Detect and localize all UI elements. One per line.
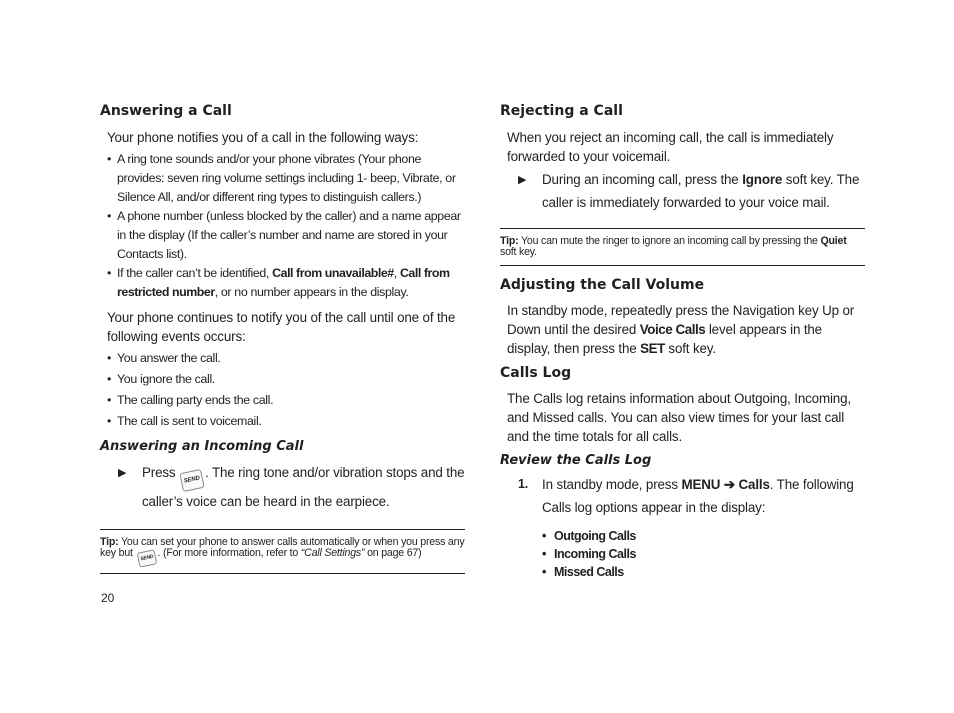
list-item: • A phone number (unless blocked by the caller) and a name appear in the display (If the caller’s number and name are stored in your Contacts list). [107,209,461,261]
send-key-icon: SEND [179,469,204,492]
tip-box-right: Tip: You can mute the ringer to ignore an incoming call by pressing the Quiet soft key. [500,228,865,266]
tip-label: Tip: [500,235,519,247]
right-column [500,102,865,581]
list-item: • You answer the call. [107,351,221,365]
list-item: • Incoming Calls [542,547,636,561]
list-item: • A ring tone sounds and/or your phone vibrates (Your phone provides: seven ring volume settings including 1- beep, Vibrate, or Silence All, and/or different ring types to distinguish callers.) [107,152,456,204]
continue-text: Your phone continues to notify you of the call until one of the following events occurs: [107,310,456,344]
rejecting-text: When you reject an incoming call, the call is immediately forwarded to your voicemail. [507,130,834,164]
list-item: • If the caller can’t be identified, Call from unavailable#, Call from restricted number, or no number appears in the display. [107,266,450,299]
list-item: • The call is sent to voicemail. [107,414,262,428]
tip-box-left: Tip: You can set your phone to answer calls automatically or when you press any key but SEND . (For more information, refer to “Call Settings” on page 67) [100,529,465,574]
answer-step: ▶ Press SEND. The ring tone and/or vibration stops and the caller’s voice can be heard in the earpiece. [100,461,465,513]
list-item: • The calling party ends the call. [107,393,274,407]
subsection-title-incoming: Answering an Incoming Call [100,439,304,454]
review-step-1: 1. In standby mode, press MENU ➔ Calls. The following Calls log options appear in the display: [500,473,865,519]
section-title-answering: Answering a Call [100,103,232,119]
step-arrow-icon: ▶ [118,467,127,479]
calls-log-text: The Calls log retains information about Outgoing, Incoming, and Missed calls. You can also view times for your last call and the time totals for all calls. [507,391,851,444]
list-item: • Outgoing Calls [542,529,636,543]
section-title-volume: Adjusting the Call Volume [500,277,705,293]
calls-log-options [500,527,865,581]
tip-text: You can set your phone to answer calls automatically or when you press any key but [100,536,465,559]
step-number: 1. [518,477,529,491]
send-key-icon: SEND [136,549,157,567]
list-item: • You ignore the call. [107,372,215,386]
step-arrow-icon: ▶ [518,174,527,186]
tip-label: Tip: [100,536,119,548]
reject-step: ▶ During an incoming call, press the Ignore soft key. The caller is immediately forwarded to your voice mail. [500,168,865,214]
left-column [100,102,465,574]
section-title-calls-log: Calls Log [500,365,572,381]
volume-text: In standby mode, repeatedly press the Navigation key Up or Down until the desired Voice Calls level appears in the display, then press the SET soft key. [507,303,855,356]
page-number: 20 [101,591,115,605]
section-title-rejecting: Rejecting a Call [500,103,623,119]
notify-bullet-list [100,150,465,302]
list-item: • Missed Calls [542,565,624,579]
intro-text: Your phone notifies you of a call in the following ways: [107,130,419,145]
event-bullet-list [100,348,465,432]
subsection-title-review: Review the Calls Log [500,453,652,468]
